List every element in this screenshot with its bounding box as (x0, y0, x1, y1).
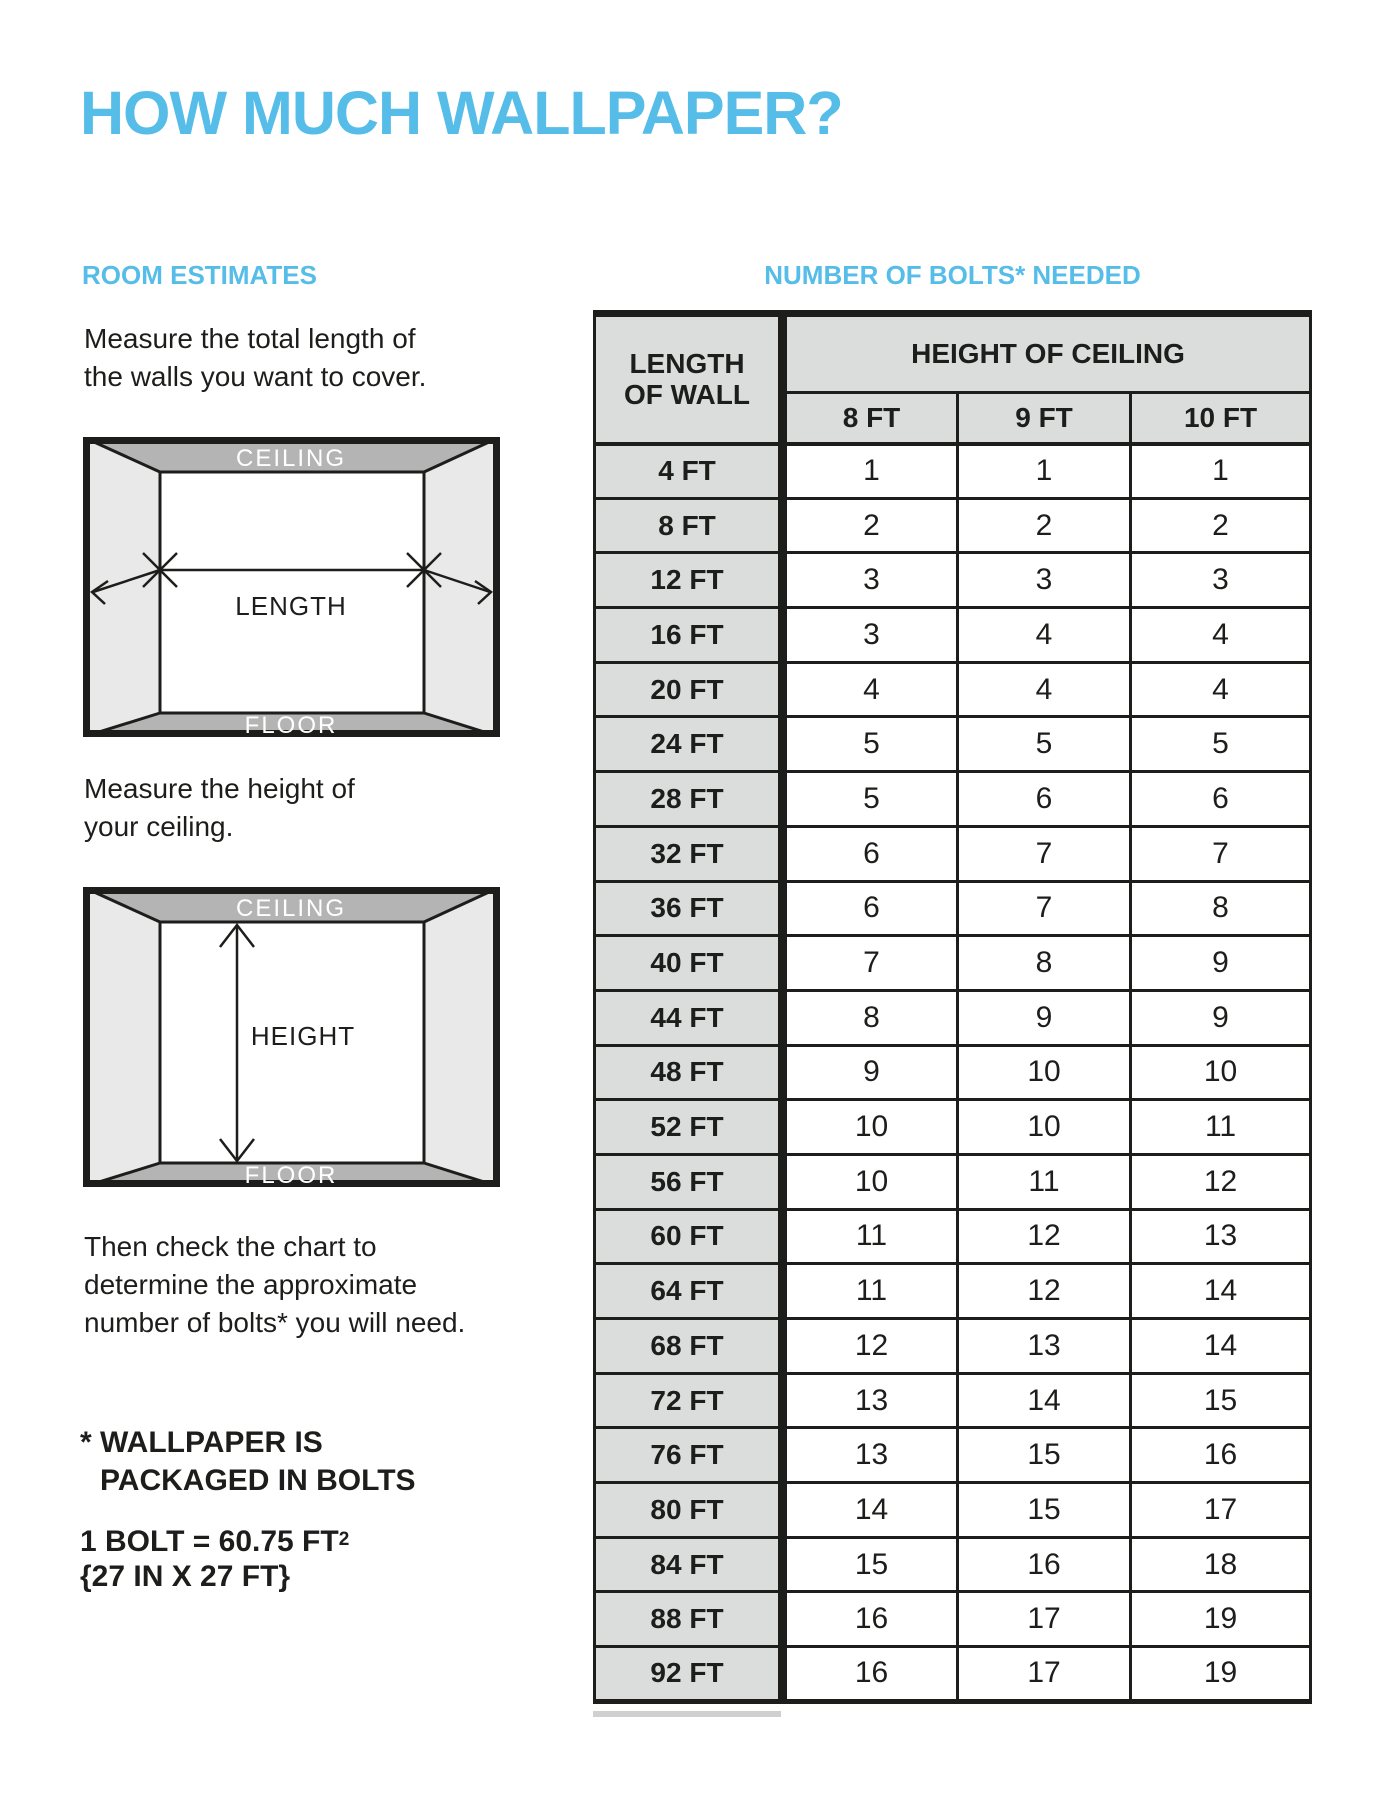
bolts-needed-table (593, 310, 1312, 1704)
right-wall (424, 437, 500, 737)
bolt-count-cell: 7 (958, 881, 1131, 936)
height-of-ceiling-header: HEIGHT OF CEILING (783, 314, 1311, 393)
table-row (595, 936, 1311, 991)
note-line: PACKAGED IN BOLTS (100, 1464, 416, 1497)
note-line: * WALLPAPER IS (80, 1426, 323, 1459)
bolt-count-cell: 2 (958, 498, 1131, 553)
bolt-count-cell: 17 (958, 1647, 1131, 1702)
bolt-count-cell: 4 (1131, 608, 1311, 663)
bolt-count-cell: 1 (1131, 444, 1311, 499)
wall-length-label: 28 FT (595, 772, 783, 827)
bolt-count-cell: 10 (783, 1100, 958, 1155)
bolts-table-container (593, 310, 1312, 1704)
bolt-count-cell: 17 (1131, 1483, 1311, 1538)
bolt-count-cell: 9 (1131, 990, 1311, 1045)
ceiling-label: CEILING (235, 445, 347, 472)
bolt-count-cell: 12 (958, 1264, 1131, 1319)
bolt-count-cell: 3 (783, 553, 958, 608)
measure-length-paragraph (84, 320, 426, 396)
wall-length-label: 64 FT (595, 1264, 783, 1319)
wall-length-label: 52 FT (595, 1100, 783, 1155)
bolt-count-cell: 11 (783, 1264, 958, 1319)
table-row (595, 1319, 1311, 1374)
measure-height-paragraph (84, 770, 355, 846)
bolt-count-cell: 14 (783, 1483, 958, 1538)
bolt-count-cell: 12 (958, 1209, 1131, 1264)
bolt-count-cell: 11 (783, 1209, 958, 1264)
table-row (595, 1537, 1311, 1592)
bolt-count-cell: 7 (958, 826, 1131, 881)
table-row (595, 990, 1311, 1045)
wall-length-label: 40 FT (595, 936, 783, 991)
bolt-count-cell: 3 (1131, 553, 1311, 608)
bolt-count-cell: 15 (783, 1537, 958, 1592)
ceiling-label: CEILING (235, 895, 347, 922)
paragraph-line: number of bolts* you will need. (84, 1307, 466, 1338)
bolt-count-cell: 5 (958, 717, 1131, 772)
room-height-diagram (83, 887, 500, 1187)
room-estimates-heading: ROOM ESTIMATES (82, 260, 317, 290)
table-row (595, 826, 1311, 881)
bolt-count-cell: 18 (1131, 1537, 1311, 1592)
table-row (595, 1045, 1311, 1100)
bolt-count-cell: 4 (1131, 662, 1311, 717)
table-bottom-shadow (593, 1711, 781, 1717)
ceiling-9ft-header: 9 FT (958, 393, 1131, 444)
wall-length-label: 80 FT (595, 1483, 783, 1538)
ceiling-10ft-header: 10 FT (1131, 393, 1311, 444)
left-wall (83, 437, 160, 737)
bolt-count-cell: 9 (783, 1045, 958, 1100)
bolt-count-cell: 9 (1131, 936, 1311, 991)
bolt-count-cell: 13 (783, 1373, 958, 1428)
bolt-count-cell: 16 (1131, 1428, 1311, 1483)
check-chart-paragraph (84, 1228, 465, 1342)
table-row (595, 1428, 1311, 1483)
wall-length-label: 56 FT (595, 1154, 783, 1209)
wall-length-label: 92 FT (595, 1647, 783, 1702)
wall-length-label: 76 FT (595, 1428, 783, 1483)
table-row (595, 1264, 1311, 1319)
bolt-count-cell: 11 (958, 1154, 1131, 1209)
bolt-count-cell: 8 (958, 936, 1131, 991)
bolt-count-cell: 1 (783, 444, 958, 499)
wall-length-label: 12 FT (595, 553, 783, 608)
wall-length-label: 48 FT (595, 1045, 783, 1100)
table-row (595, 662, 1311, 717)
bolt-size-line: 1 BOLT = 60.75 $FT^2$ (80, 1525, 350, 1558)
bolt-count-cell: 13 (958, 1319, 1131, 1374)
table-row (595, 881, 1311, 936)
bolt-count-cell: 4 (783, 662, 958, 717)
bolt-count-cell: 12 (783, 1319, 958, 1374)
paragraph-line: Measure the height of (84, 773, 355, 804)
table-row (595, 498, 1311, 553)
length-of-wall-header: LENGTH OF WALL (595, 314, 783, 444)
wall-length-label: 4 FT (595, 444, 783, 499)
bolt-count-cell: 10 (1131, 1045, 1311, 1100)
table-row (595, 608, 1311, 663)
bolt-count-cell: 10 (783, 1154, 958, 1209)
bolt-count-cell: 15 (958, 1428, 1131, 1483)
bolt-count-cell: 5 (783, 772, 958, 827)
table-row (595, 553, 1311, 608)
table-row (595, 1154, 1311, 1209)
wall-length-label: 88 FT (595, 1592, 783, 1647)
wall-length-label: 8 FT (595, 498, 783, 553)
bolt-count-cell: 16 (783, 1592, 958, 1647)
bolt-count-cell: 14 (1131, 1319, 1311, 1374)
bolt-count-cell: 7 (783, 936, 958, 991)
table-row (595, 1592, 1311, 1647)
bolt-count-cell: 3 (958, 553, 1131, 608)
floor-label: FLOOR (244, 1162, 338, 1187)
bolt-count-cell: 15 (1131, 1373, 1311, 1428)
bolt-count-cell: 7 (1131, 826, 1311, 881)
wall-length-label: 44 FT (595, 990, 783, 1045)
bolt-count-cell: 5 (1131, 717, 1311, 772)
length-label: LENGTH (235, 591, 347, 621)
wall-length-label: 36 FT (595, 881, 783, 936)
bolt-count-cell: 11 (1131, 1100, 1311, 1155)
bolt-count-cell: 10 (958, 1045, 1131, 1100)
bolt-count-cell: 17 (958, 1592, 1131, 1647)
bolts-table-heading: NUMBER OF BOLTS* NEEDED (764, 260, 1141, 290)
bolt-count-cell: 19 (1131, 1647, 1311, 1702)
room-length-diagram (83, 437, 500, 737)
bolt-count-cell: 2 (1131, 498, 1311, 553)
ceiling-8ft-header: 8 FT (783, 393, 958, 444)
bolt-count-cell: 16 (783, 1647, 958, 1702)
bolt-dimensions-line: {27 IN X 27 FT} (80, 1560, 291, 1593)
bolt-count-cell: 13 (783, 1428, 958, 1483)
bolt-count-cell: 6 (783, 881, 958, 936)
bolt-count-cell: 4 (958, 608, 1131, 663)
bolt-count-cell: 8 (783, 990, 958, 1045)
paragraph-line: determine the approximate (84, 1269, 418, 1300)
page-title: HOW MUCH WALLPAPER? (80, 79, 843, 147)
bolt-count-cell: 8 (1131, 881, 1311, 936)
bolt-count-cell: 16 (958, 1537, 1131, 1592)
bolt-count-cell: 6 (958, 772, 1131, 827)
table-row (595, 1483, 1311, 1538)
bolt-count-cell: 9 (958, 990, 1131, 1045)
right-wall (424, 887, 500, 1187)
wall-length-label: 60 FT (595, 1209, 783, 1264)
paragraph-line: Then check the chart to (84, 1231, 377, 1262)
bolt-count-cell: 14 (958, 1373, 1131, 1428)
bolt-count-cell: 19 (1131, 1592, 1311, 1647)
floor-label: FLOOR (244, 712, 338, 737)
bolt-count-cell: 12 (1131, 1154, 1311, 1209)
height-label: HEIGHT (250, 1021, 356, 1051)
bolt-count-cell: 6 (783, 826, 958, 881)
paragraph-line: the walls you want to cover. (84, 361, 427, 392)
table-row (595, 772, 1311, 827)
table-row (595, 1100, 1311, 1155)
paragraph-line: your ceiling. (84, 811, 234, 842)
bolt-count-cell: 1 (958, 444, 1131, 499)
table-row (595, 717, 1311, 772)
bolt-count-cell: 5 (783, 717, 958, 772)
paragraph-line: Measure the total length of (84, 323, 416, 354)
table-row (595, 1647, 1311, 1702)
left-wall (83, 887, 160, 1187)
bolt-count-cell: 13 (1131, 1209, 1311, 1264)
wall-length-label: 68 FT (595, 1319, 783, 1374)
superscript-2: 2 (338, 1529, 350, 1550)
bolt-count-cell: 15 (958, 1483, 1131, 1538)
table-row (595, 1373, 1311, 1428)
wall-length-label: 72 FT (595, 1373, 783, 1428)
wall-length-label: 84 FT (595, 1537, 783, 1592)
bolt-count-cell: 3 (783, 608, 958, 663)
table-row (595, 444, 1311, 499)
bolt-count-cell: 14 (1131, 1264, 1311, 1319)
wall-length-label: 20 FT (595, 662, 783, 717)
wall-length-label: 16 FT (595, 608, 783, 663)
bolt-count-cell: 6 (1131, 772, 1311, 827)
bolt-spec-note (80, 1522, 349, 1594)
bolt-count-cell: 2 (783, 498, 958, 553)
wall-length-label: 24 FT (595, 717, 783, 772)
table-row (595, 1209, 1311, 1264)
bolt-count-cell: 10 (958, 1100, 1131, 1155)
bolts-table-body (595, 444, 1311, 1702)
bolt-packaging-note (80, 1424, 416, 1500)
bolt-count-cell: 4 (958, 662, 1131, 717)
wall-length-label: 32 FT (595, 826, 783, 881)
